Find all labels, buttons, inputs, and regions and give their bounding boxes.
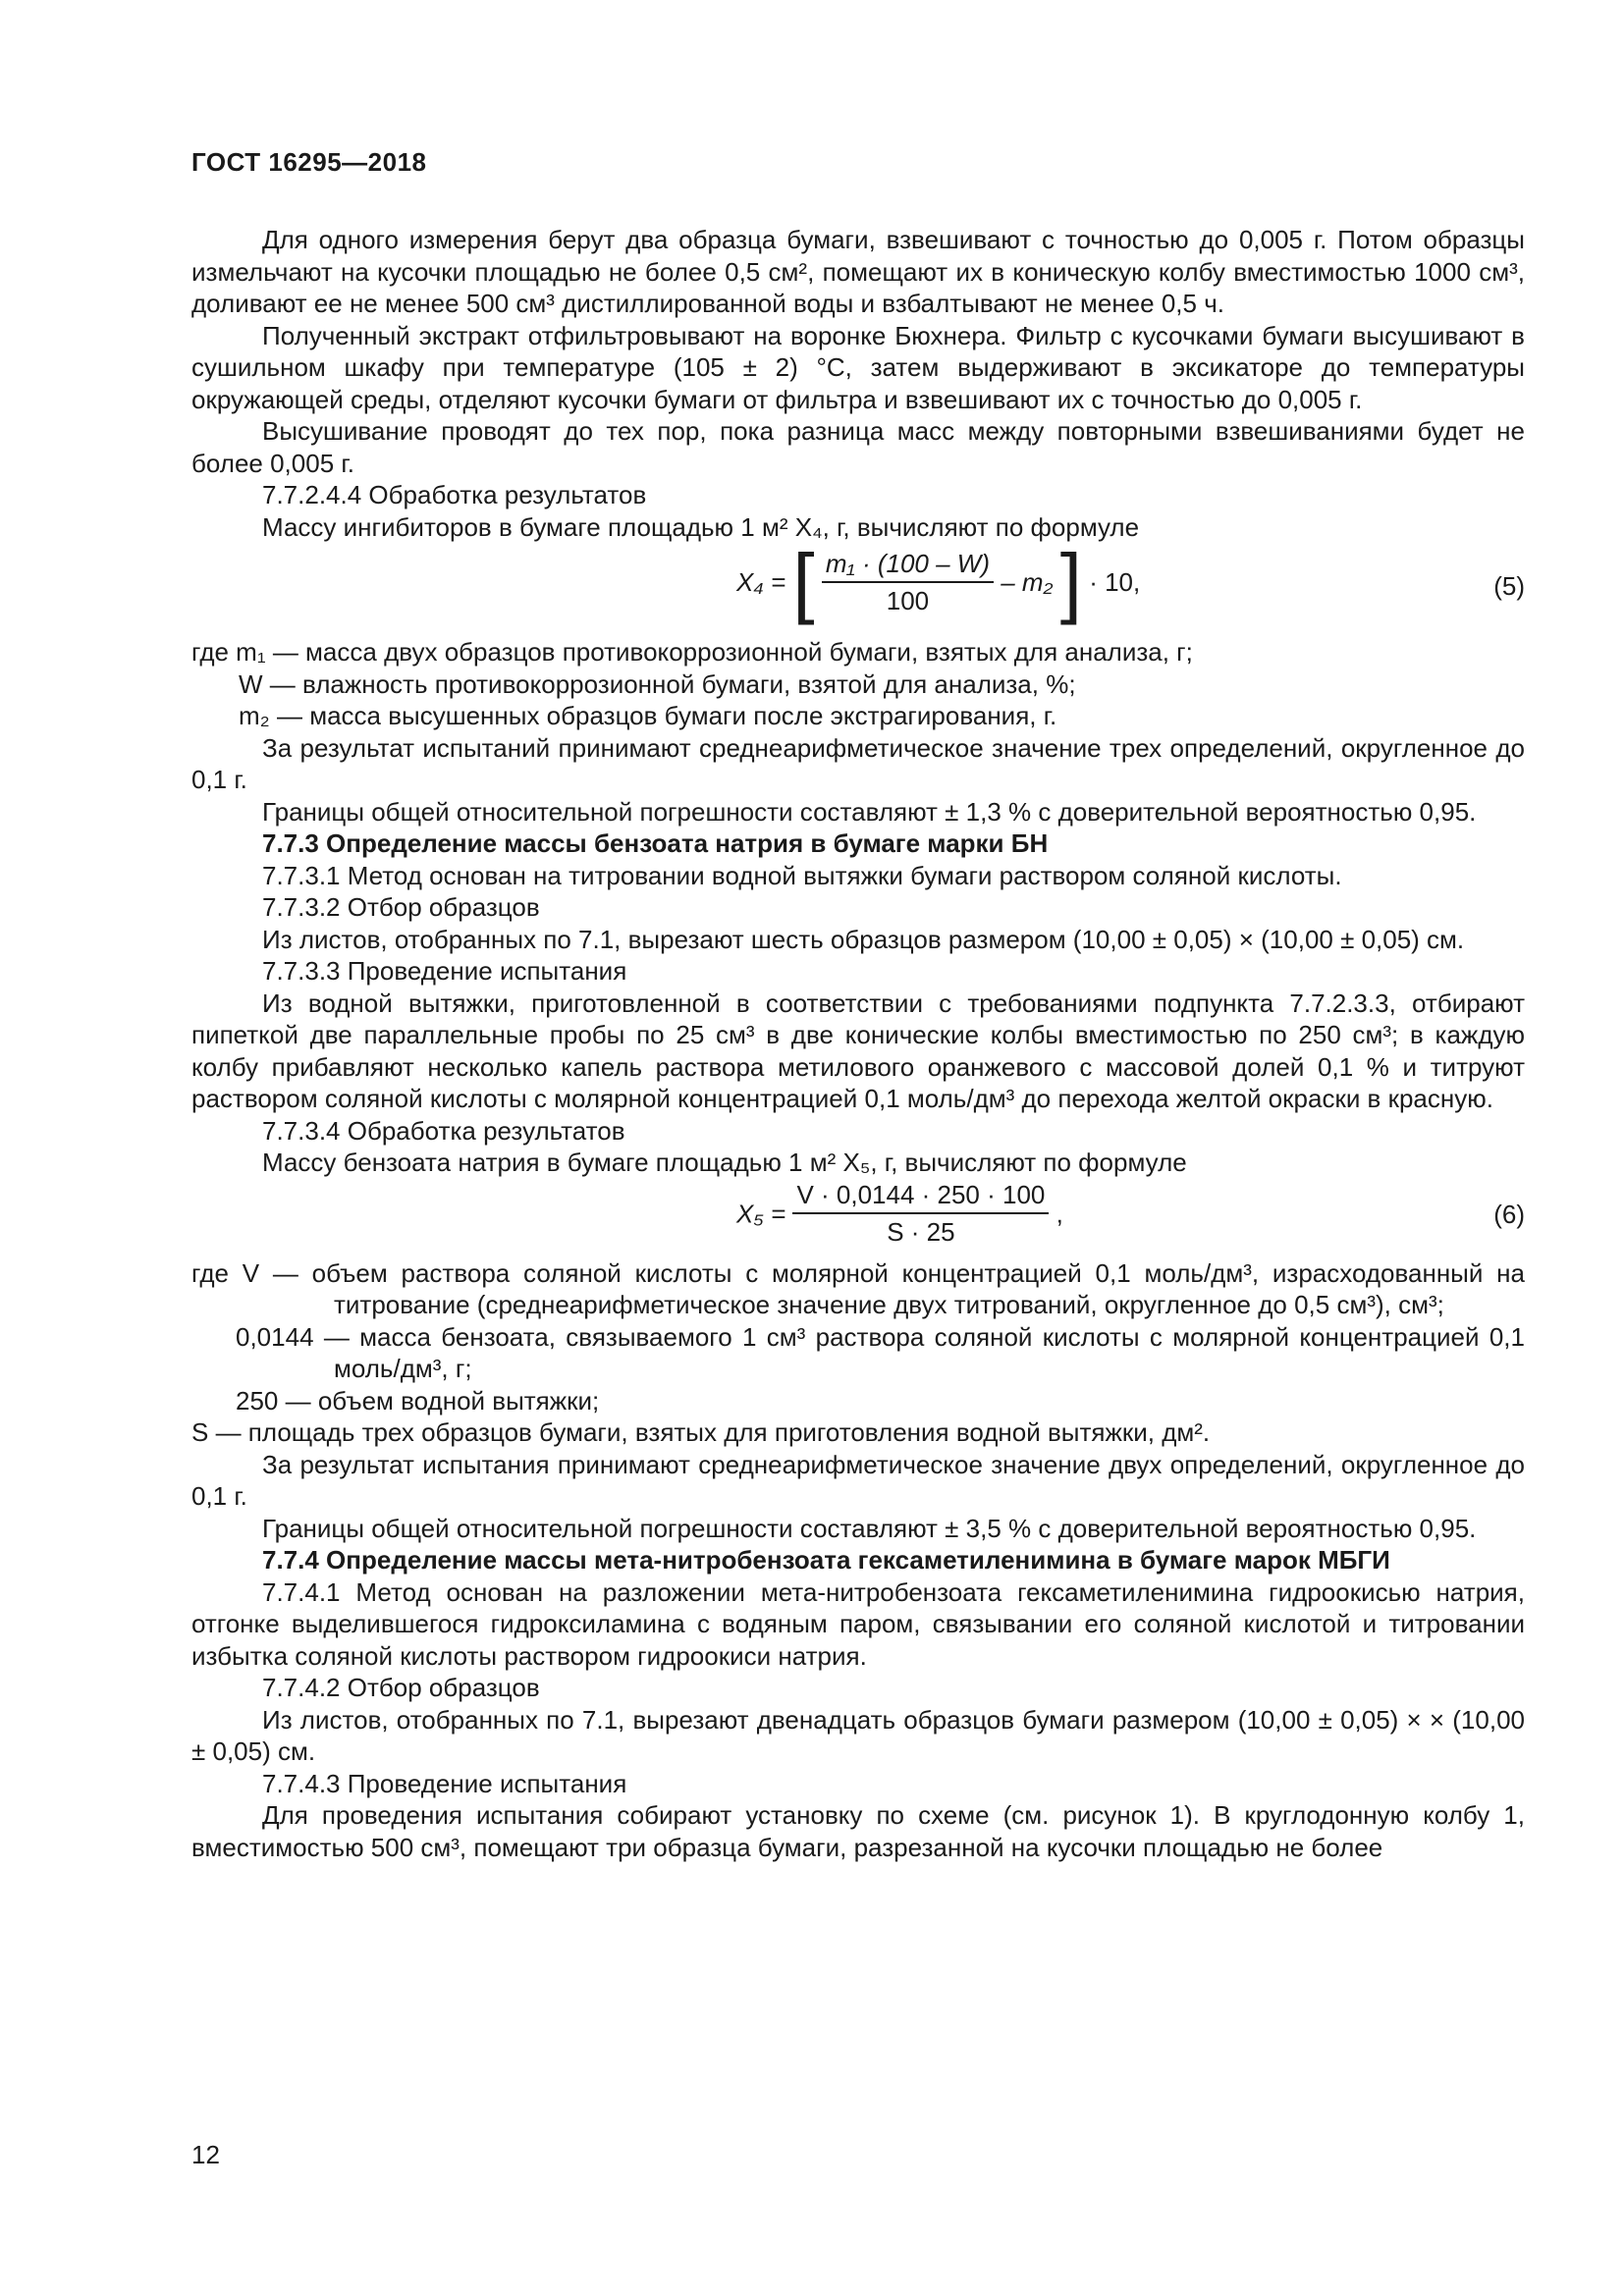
section-heading: 7.7.4 Определение массы мета-нитробензоата гексаметиленимина в бумаге марок МБГИ [262,1545,1390,1575]
paragraph: Из листов, отобранных по 7.1, вырезают двенадцать образцов бумаги размером (10,00 ± 0,05) × × (10,00 ± 0,05) см. [191,1704,1525,1766]
formula-5 [191,538,1525,636]
paragraph: 7.7.3.1 Метод основан на титровании водной вытяжки бумаги раствором соляной кислоты. [262,860,1342,890]
formula-lhs: X₅ = [736,1198,786,1228]
paragraph: За результат испытания принимают среднеарифметическое значение двух определений, округленное до 0,1 г. [191,1449,1525,1511]
legend-item: W — влажность противокоррозионной бумаги, взятой для анализа, %; [239,668,1076,699]
formula-tail: , [1056,1198,1063,1228]
formula-lhs: X₄ = [736,566,786,597]
right-bracket: ] [1059,538,1082,625]
formula-5-expression [736,538,1141,636]
formula-tail: · 10, [1089,566,1141,597]
paragraph: Из водной вытяжки, приготовленной в соответствии с требованиями подпункта 7.7.2.3.3, отбирают пипеткой две параллельные пробы по 25 см³ в две конические колбы вместимостью по 250 см³; в каждую колбу прибавляют несколько капель раствора метилового оранжевого с массовой долей 0,1 % и титруют раствором соляной кислоты с молярной концентрацией 0,1 моль/дм³ до перехода желтой окраски в красную. [191,988,1525,1113]
formula-5-legend [191,636,1525,732]
fraction-denominator: S · 25 [887,1217,955,1247]
legend-item: где V — объем раствора соляной кислоты с молярной концентрацией 0,1 моль/дм³, израсходованный на титрование (среднеарифметическое значение двух титрований, округленное до 0,5 см³), см³; [191,1257,1525,1319]
paragraph: Границы общей относительной погрешности составляют ± 3,5 % с доверительной вероятностью 0,95. [262,1513,1477,1543]
paragraph: Высушивание проводят до тех пор, пока разница масс между повторными взвешиваниями будет не более 0,005 г. [191,416,1525,478]
paragraph: За результат испытаний принимают среднеарифметическое значение трех определений, округленное до 0,1 г. [191,732,1525,794]
section-heading: 7.7.3 Определение массы бензоата натрия в бумаге марки БН [262,828,1049,858]
formula-6-expression [736,1179,1063,1257]
formula-term: – m₂ [1001,566,1054,597]
paragraph: Массу бензоата натрия в бумаге площадью 1 м² X₅, г, вычисляют по формуле [262,1148,1187,1177]
legend-item: m₂ — масса высушенных образцов бумаги после экстрагирования, г. [239,701,1057,730]
section-heading: 7.7.3.3 Проведение испытания [262,956,627,986]
formula-6 [191,1179,1525,1257]
document-body [191,224,1525,1863]
formula-6-legend [191,1257,1525,1449]
section-heading: 7.7.3.4 Обработка результатов [262,1115,625,1146]
paragraph: Границы общей относительной погрешности составляют ± 1,3 % с доверительной вероятностью 0,95. [262,796,1477,827]
paragraph: 7.7.4.1 Метод основан на разложении мета-нитробензоата гексаметиленимина гидроокисью натрия, отгонке выделившегося гидроксиламина с водяным паром, связывании его соляной кислотой и титровании избытка соляной кислоты раствором гидроокиси натрия. [191,1576,1525,1671]
legend-item: 0,0144 — масса бензоата, связываемого 1 см³ раствора соляной кислоты с молярной концентрацией 0,1 моль/дм³, г; [236,1321,1525,1383]
section-heading: 7.7.2.4.4 Обработка результатов [262,480,647,509]
formula-fraction [792,1179,1049,1249]
fraction-denominator: 100 [886,586,930,615]
section-heading: 7.7.4.2 Отбор образцов [262,1673,540,1702]
fraction-numerator: m₁ · (100 – W) [822,548,994,584]
fraction-numerator: V · 0,0144 · 250 · 100 [792,1179,1049,1215]
section-heading: 7.7.4.3 Проведение испытания [262,1768,627,1798]
formula-number: (6) [1493,1199,1525,1229]
paragraph: Полученный экстракт отфильтровывают на воронке Бюхнера. Фильтр с кусочками бумаги высушивают в сушильном шкафу при температуре (105 ± 2) °С, затем выдерживают в эксикаторе до температуры окружающей среды, отделяют кусочки бумаги от фильтра и взвешивают их с точностью до 0,005 г. [191,320,1525,414]
document-header: ГОСТ 16295—2018 [191,147,427,177]
paragraph: Массу ингибиторов в бумаге площадью 1 м² X₄, г, вычисляют по формуле [262,511,1140,542]
paragraph: Для проведения испытания собирают установку по схеме (см. рисунок 1). В круглодонную колбу 1, вместимостью 500 см³, помещают три образца бумаги, разрезанной на кусочки площадью не более [191,1800,1525,1862]
section-heading: 7.7.3.2 Отбор образцов [262,892,540,922]
formula-fraction [822,548,994,617]
left-bracket: [ [792,538,815,625]
legend-item: S — площадь трех образцов бумаги, взятых для приготовления водной вытяжки, дм². [191,1417,1211,1447]
legend-item: 250 — объем водной вытяжки; [236,1385,600,1415]
paragraph: Из листов, отобранных по 7.1, вырезают шесть образцов размером (10,00 ± 0,05) × (10,00 ± 0,05) см. [262,924,1465,954]
formula-number: (5) [1493,571,1525,601]
page-number: 12 [191,2140,220,2169]
paragraph: Для одного измерения берут два образца бумаги, взвешивают с точностью до 0,005 г. Потом образцы измельчают на кусочки площадью не более 0,5 см², помещают их в коническую колбу вместимостью 1000 см³, доливают ее не менее 500 см³ дистиллированной воды и взбалтывают не менее 0,5 ч. [191,225,1525,318]
legend-item: где m₁ — масса двух образцов противокоррозионной бумаги, взятых для анализа, г; [191,637,1193,667]
